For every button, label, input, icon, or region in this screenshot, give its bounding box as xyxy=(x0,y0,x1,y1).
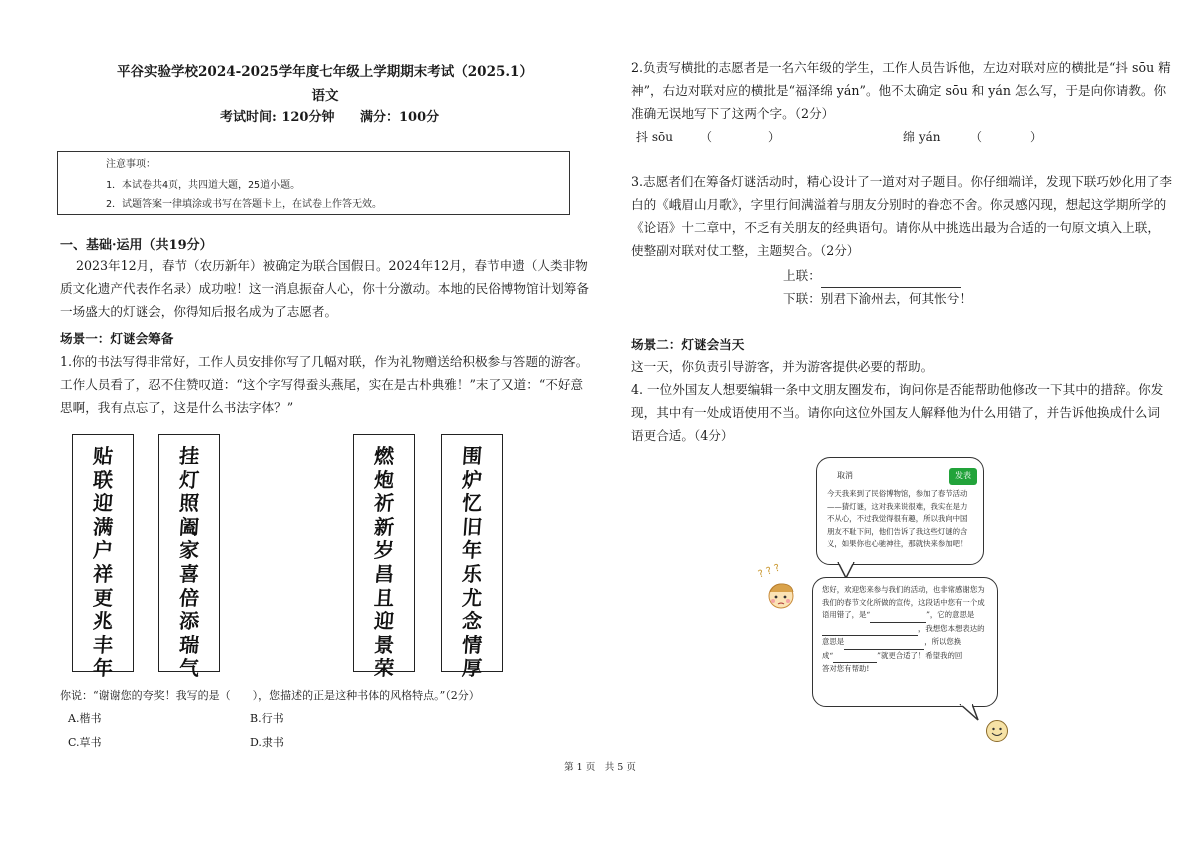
intro-line-1: 2023年12月，春节（农历新年）被确定为联合国假日。2024年12月，春节申遗（人类非物 xyxy=(76,258,588,273)
reply-line-2: 我们的春节文化所做的宣传，这段话中您有一个成 xyxy=(822,597,985,607)
notice-heading: 注意事项： xyxy=(106,159,156,170)
couplet-4-lower xyxy=(462,587,482,681)
option-b[interactable]: B.行书 xyxy=(250,712,284,725)
question-marks: ? ? ? xyxy=(756,562,782,581)
option-c[interactable]: C.草书 xyxy=(68,736,102,749)
reply-blank-idiom[interactable] xyxy=(870,609,926,623)
couplet-char: 岁 xyxy=(373,538,395,563)
couplet-char: 厚 xyxy=(461,656,483,681)
scene-1-title: 场景一：灯谜会筹备 xyxy=(60,331,174,346)
couplet-1-lower xyxy=(93,587,113,681)
q4-line-2: 现，其中有一处成语使用不当。请你向这位外国友人解释他为什么用错了，并告诉他换成什么词 xyxy=(631,405,1160,420)
couplet-char: 阖 xyxy=(178,514,200,539)
scene-2-line: 这一天，你负责引导游客，并为游客提供必要的帮助。 xyxy=(631,359,934,374)
option-d[interactable]: D.隶书 xyxy=(250,736,284,749)
couplet-char: 贴 xyxy=(92,444,114,468)
couplet-char: 念 xyxy=(461,609,483,634)
couplet-1 xyxy=(72,434,134,681)
reply-line-4-text: ，我想您本想表达的 xyxy=(918,623,985,633)
confused-face-icon xyxy=(764,580,798,612)
couplet-char: 照 xyxy=(178,491,200,516)
q2-blank-1-open[interactable]: （ xyxy=(700,130,713,144)
couplet-char: 兆 xyxy=(92,609,114,634)
q1-line-3: 思啊，我有点忘了，这是什么书法字体？” xyxy=(60,400,294,415)
publish-button[interactable]: 发表 xyxy=(949,468,977,485)
q2-blank-1-label: 抖 sōu xyxy=(636,130,673,144)
couplet-char: 新 xyxy=(373,514,395,539)
reply-line-5-start: 意思是 xyxy=(822,637,845,646)
reply-line-6 xyxy=(822,650,994,664)
scene-2-title: 场景二：灯谜会当天 xyxy=(631,337,745,352)
couplet-char: 添 xyxy=(178,609,200,634)
exam-title: 平谷实验学校2024-2025学年度七年级上学期期末考试（2025.1） xyxy=(117,64,533,80)
reply-line-6-start: 成“ xyxy=(822,650,834,660)
couplet-char: 迎 xyxy=(373,609,395,634)
couplet-char: 迎 xyxy=(92,491,114,516)
notice-item-2: 2．试题答案一律填涂或书写在答题卡上，在试卷上作答无效。 xyxy=(106,199,383,210)
option-a[interactable]: A.楷书 xyxy=(68,712,102,725)
intro-line-2: 质文化遗产代表作名录）成功啦！这一消息振奋人心，你十分激动。本地的民俗博物馆计划筹备 xyxy=(60,281,589,296)
couplet-char: 尤 xyxy=(461,585,483,610)
couplet-char: 炉 xyxy=(461,467,483,492)
couplet-char: 景 xyxy=(373,632,395,657)
q3-line-1: 3.志愿者们在筹备灯谜活动时，精心设计了一道对对子题目。你仔细端详，发现下联巧妙化用了李 xyxy=(631,174,1172,189)
q1-line-2: 工作人员看了，忍不住赞叹道：“这个字写得蚕头燕尾，实在是古朴典雅！”末了又道：“不好意 xyxy=(60,377,584,392)
couplet-char: 乐 xyxy=(461,561,483,586)
couplet-char: 且 xyxy=(373,585,395,610)
couplet-char: 燃 xyxy=(373,444,395,468)
post-line-3: 不从心，不过我觉得很有趣，所以我向中国 xyxy=(827,514,968,523)
q3-line-3: 《论语》十二章中，不乏有关朋友的经典语句。请你从中挑选出最为合适的一句原文填入上联， xyxy=(631,220,1160,235)
couplet-3 xyxy=(353,434,415,681)
q3-upper-blank[interactable] xyxy=(821,264,961,288)
reply-line-4 xyxy=(822,623,994,637)
q2-blank-1-close: ） xyxy=(768,130,781,144)
post-line-2: ——猜灯谜，这对我来说很难，我实在是力 xyxy=(827,501,968,511)
q2-line-2: 神”，右边对联对应的横批是“福泽绵 yán”。他不太确定 sōu 和 yán 怎么写，于是向你请教。你 xyxy=(631,83,1167,98)
couplet-char: 挂 xyxy=(178,444,200,468)
couplet-char: 灯 xyxy=(178,467,200,492)
couplet-char: 情 xyxy=(461,632,483,657)
couplet-char: 旧 xyxy=(461,514,483,539)
couplet-char: 年 xyxy=(461,538,483,563)
reply-line-5-end: ，所以您换 xyxy=(924,637,962,646)
couplet-char: 家 xyxy=(178,538,200,563)
post-line-1: 今天我来到了民俗博物馆，参加了春节活动 xyxy=(827,489,968,498)
q2-blank-2-close: ） xyxy=(1030,130,1043,144)
couplet-char: 丰 xyxy=(92,632,114,657)
couplet-char: 昌 xyxy=(373,561,395,586)
q3-upper-label: 上联： xyxy=(783,268,821,283)
q2-line-1: 2.负责写横批的志愿者是一名六年级的学生，工作人员告诉他，左边对联对应的横批是“抖 sōu 精 xyxy=(631,60,1171,75)
reply-line-7: 答对您有帮助! xyxy=(822,664,870,673)
reply-card xyxy=(812,577,998,707)
q2-blank-2-label: 绵 yán xyxy=(903,130,941,144)
couplet-char: 气 xyxy=(178,656,200,681)
full-score: 满分：100分 xyxy=(360,110,440,125)
q1-answer-line: 你说：“谢谢您的夸奖！我写的是（ ），您描述的正是这种书体的风格特点。”（2分） xyxy=(60,689,480,702)
notice-item-1: 1．本试卷共4页，共四道大题，25道小题。 xyxy=(106,180,301,191)
reply-blank-intended[interactable] xyxy=(844,636,924,650)
couplet-3-upper xyxy=(374,445,394,587)
smile-face-icon xyxy=(984,718,1010,744)
q4-line-1: 4. 一位外国友人想要编辑一条中文朋友圈发布，询问你是否能帮助他修改一下其中的措辞。你发 xyxy=(631,382,1164,397)
reply-blank-replacement[interactable] xyxy=(833,650,877,664)
couplet-2-lower xyxy=(179,587,199,681)
post-line-4: 朋友不耻下问，他们告诉了我这些灯谜的含 xyxy=(827,526,968,536)
couplet-char: 荣 xyxy=(373,656,395,681)
reply-line-6-end: ”就更合适了！希望我的回 xyxy=(877,650,963,660)
reply-line-5 xyxy=(822,636,994,650)
q3-upper-line xyxy=(783,264,961,288)
couplet-2 xyxy=(158,434,220,681)
q1-line-1: 1.你的书法写得非常好，工作人员安排你写了几幅对联，作为礼物赠送给积极参与答题的游客。 xyxy=(60,354,589,369)
couplet-char: 户 xyxy=(92,538,114,563)
q2-line-3: 准确无误地写下了这两个字。（2分） xyxy=(631,106,835,121)
q4-line-3: 语更合适。（4分） xyxy=(631,428,734,443)
reply-line-3-end: ”，它的意思是 xyxy=(926,610,975,619)
section-1-title: 一、基础·运用（共19分） xyxy=(60,238,213,253)
q3-line-4: 使整副对联对仗工整，主题契合。（2分） xyxy=(631,243,860,258)
page-footer: 第 1 页 共 5 页 xyxy=(564,762,636,773)
couplet-3-lower xyxy=(374,587,394,681)
reply-blank-meaning[interactable] xyxy=(822,623,918,637)
q2-blank-2-open[interactable]: （ xyxy=(970,130,983,144)
couplet-char: 喜 xyxy=(178,561,200,586)
couplet-char: 忆 xyxy=(461,491,483,516)
post-line-5: 义，如果你也心驰神往，那就快来参加吧！ xyxy=(827,539,968,548)
couplet-char: 联 xyxy=(92,467,114,492)
couplet-char: 祥 xyxy=(92,561,114,586)
intro-line-3: 一场盛大的灯谜会，你得知后报名成为了志愿者。 xyxy=(60,304,338,319)
couplet-4-upper xyxy=(462,445,482,587)
couplet-char: 年 xyxy=(92,656,114,681)
couplet-4 xyxy=(441,434,503,681)
couplet-char: 瑞 xyxy=(178,632,200,657)
couplet-char: 炮 xyxy=(373,467,395,492)
reply-line-3-start: 语用错了，是“ xyxy=(822,610,871,619)
q3-lower-line: 下联：别君下渝州去，何其怅兮！ xyxy=(783,291,972,306)
post-text xyxy=(827,488,979,551)
couplet-char: 围 xyxy=(461,444,483,468)
couplet-char: 祈 xyxy=(373,491,395,516)
exam-time: 考试时间: 120分钟 xyxy=(220,110,335,125)
reply-text xyxy=(822,584,994,676)
couplet-char: 倍 xyxy=(178,585,200,610)
couplet-1-upper xyxy=(93,445,113,587)
social-post-card xyxy=(816,457,984,565)
notice-box xyxy=(57,151,570,215)
q3-line-2: 白的《峨眉山月歌》，字里行间满溢着与朋友分别时的眷恋不舍。你灵感闪现，想起这学期所学的 xyxy=(631,197,1167,212)
subject-title: 语文 xyxy=(311,88,339,104)
couplet-char: 满 xyxy=(92,514,114,539)
reply-line-3 xyxy=(822,609,994,623)
reply-line-1: 您好，欢迎您来参与我们的活动，也非常感谢您为 xyxy=(822,585,985,594)
couplet-2-upper xyxy=(179,445,199,587)
cancel-button[interactable]: 取消 xyxy=(837,471,853,480)
couplet-char: 更 xyxy=(92,585,114,610)
reply-bubble-tail xyxy=(958,704,984,724)
